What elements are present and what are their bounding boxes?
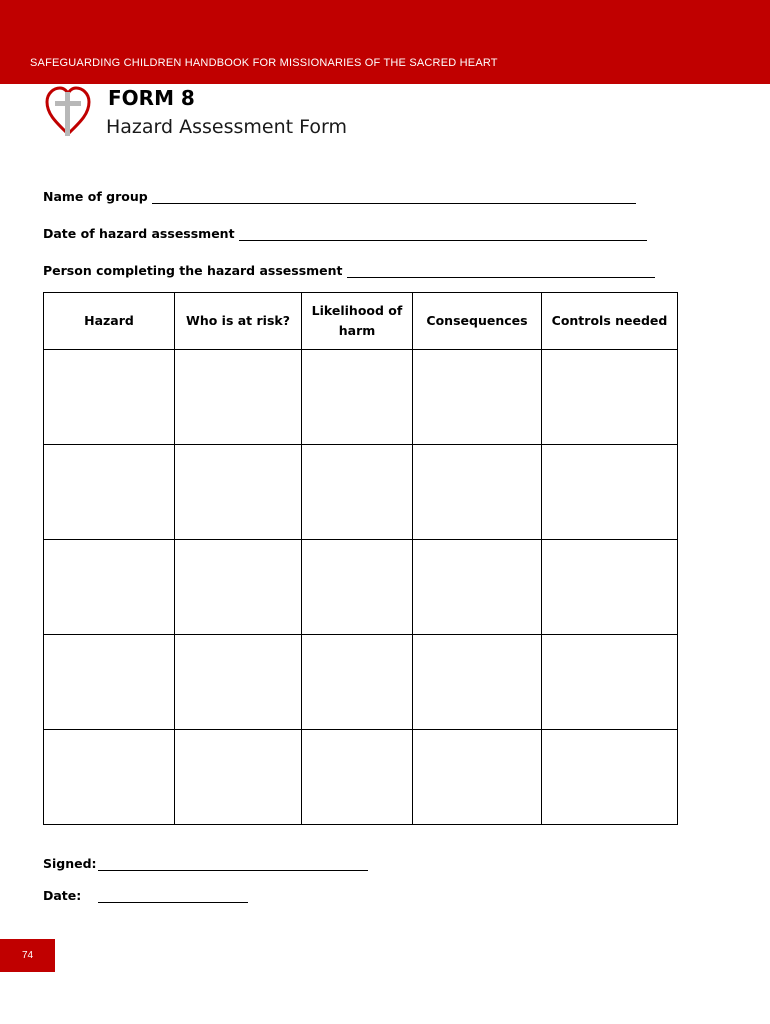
table-cell[interactable] — [302, 635, 413, 730]
table-cell[interactable] — [413, 540, 542, 635]
handbook-title: SAFEGUARDING CHILDREN HANDBOOK FOR MISSIONARIES OF THE SACRED HEART — [30, 57, 498, 69]
page-number: 74 — [0, 939, 55, 972]
table-cell[interactable] — [44, 540, 175, 635]
table-cell[interactable] — [175, 540, 302, 635]
form-number: FORM 8 — [108, 86, 195, 110]
header-hazard: Hazard — [44, 293, 175, 350]
table-cell[interactable] — [413, 350, 542, 445]
table-cell[interactable] — [542, 635, 678, 730]
table-cell[interactable] — [542, 730, 678, 825]
assessment-date-line[interactable] — [239, 228, 647, 241]
signed-line[interactable] — [98, 858, 368, 871]
table-cell[interactable] — [302, 350, 413, 445]
table-row — [44, 540, 678, 635]
table-cell[interactable] — [542, 445, 678, 540]
date-line[interactable] — [98, 890, 248, 903]
table-cell[interactable] — [44, 730, 175, 825]
table-cell[interactable] — [302, 445, 413, 540]
hazard-table — [43, 292, 678, 825]
heart-cross-icon — [44, 84, 92, 138]
table-cell[interactable] — [44, 350, 175, 445]
header-who-at-risk: Who is at risk? — [175, 293, 302, 350]
table-cell[interactable] — [44, 445, 175, 540]
group-name-line[interactable] — [152, 191, 636, 204]
table-cell[interactable] — [302, 540, 413, 635]
table-cell[interactable] — [175, 445, 302, 540]
date-label: Date: — [43, 888, 82, 903]
assessment-date-label: Date of hazard assessment — [43, 226, 235, 241]
form-title: Hazard Assessment Form — [106, 116, 347, 138]
table-cell[interactable] — [413, 635, 542, 730]
table-header-row — [44, 293, 678, 350]
signed-label: Signed: — [43, 856, 97, 871]
header-consequences: Consequences — [413, 293, 542, 350]
table-cell[interactable] — [175, 350, 302, 445]
table-cell[interactable] — [302, 730, 413, 825]
group-name-label: Name of group — [43, 189, 148, 204]
header-band — [0, 0, 770, 84]
table-cell[interactable] — [413, 445, 542, 540]
table-cell[interactable] — [175, 730, 302, 825]
table-cell[interactable] — [44, 635, 175, 730]
assessor-line[interactable] — [347, 265, 655, 278]
table-cell[interactable] — [542, 540, 678, 635]
table-row — [44, 350, 678, 445]
assessor-field[interactable] — [43, 263, 655, 278]
assessor-label: Person completing the hazard assessment — [43, 263, 343, 278]
table-row — [44, 635, 678, 730]
header-likelihood: Likelihood of harm — [302, 293, 413, 350]
table-row — [44, 730, 678, 825]
table-cell[interactable] — [542, 350, 678, 445]
group-name-field[interactable] — [43, 189, 636, 204]
table-cell[interactable] — [413, 730, 542, 825]
assessment-date-field[interactable] — [43, 226, 647, 241]
table-cell[interactable] — [175, 635, 302, 730]
header-controls: Controls needed — [542, 293, 678, 350]
table-row — [44, 445, 678, 540]
